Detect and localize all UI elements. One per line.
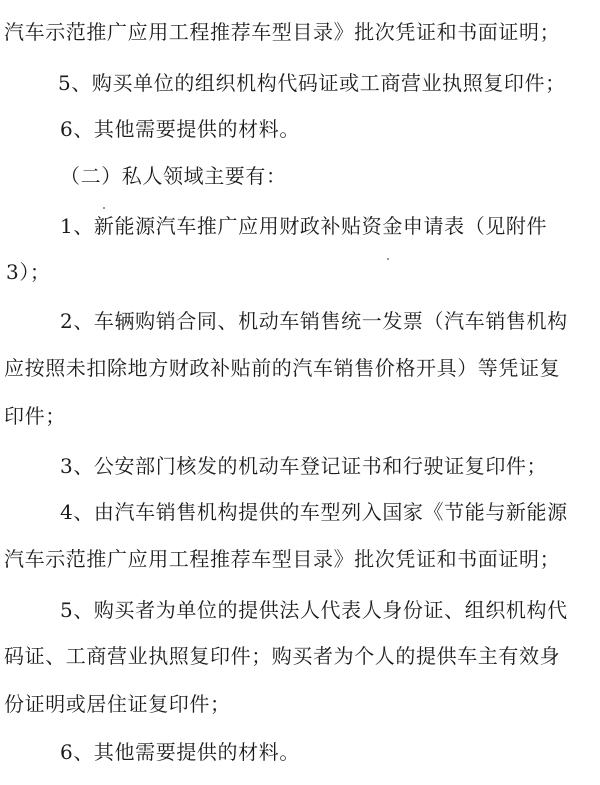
text-line-9: 印件； — [4, 404, 66, 428]
text-line-3: 6、其他需要提供的材料。 — [60, 117, 300, 141]
text-line-2: 5、购买单位的组织机构代码证或工商营业执照复印件； — [58, 71, 566, 95]
text-line-7: 2、车辆购销合同、机动车销售统一发票（汽车销售机构 — [60, 309, 568, 333]
text-line-11: 4、由汽车销售机构提供的车型列入国家《节能与新能源 — [60, 500, 568, 524]
text-line-15: 份证明或居住证复印件； — [4, 692, 231, 716]
scan-speck — [387, 258, 389, 260]
section-heading: （二）私人领域主要有： — [60, 164, 287, 188]
text-line-6: 3）； — [6, 260, 51, 284]
text-line-12: 汽车示范推广应用工程推荐车型目录》批次凭证和书面证明； — [4, 547, 561, 571]
text-line-16: 6、其他需要提供的材料。 — [60, 740, 300, 764]
text-line-10: 3、公安部门核发的机动车登记证书和行驶证复印件； — [60, 454, 548, 478]
text-line-8: 应按照未扣除地方财政补贴前的汽车销售价格开具）等凭证复 — [4, 356, 561, 380]
text-line-13: 5、购买者为单位的提供法人代表人身份证、组织机构代 — [60, 598, 568, 622]
scan-speck — [103, 207, 105, 209]
text-line-1: 汽车示范推广应用工程推荐车型目录》批次凭证和书面证明； — [4, 20, 561, 44]
text-line-14: 码证、工商营业执照复印件；购买者为个人的提供车主有效身 — [4, 644, 561, 668]
text-line-5: 1、新能源汽车推广应用财政补贴资金申请表（见附件 — [60, 214, 548, 238]
